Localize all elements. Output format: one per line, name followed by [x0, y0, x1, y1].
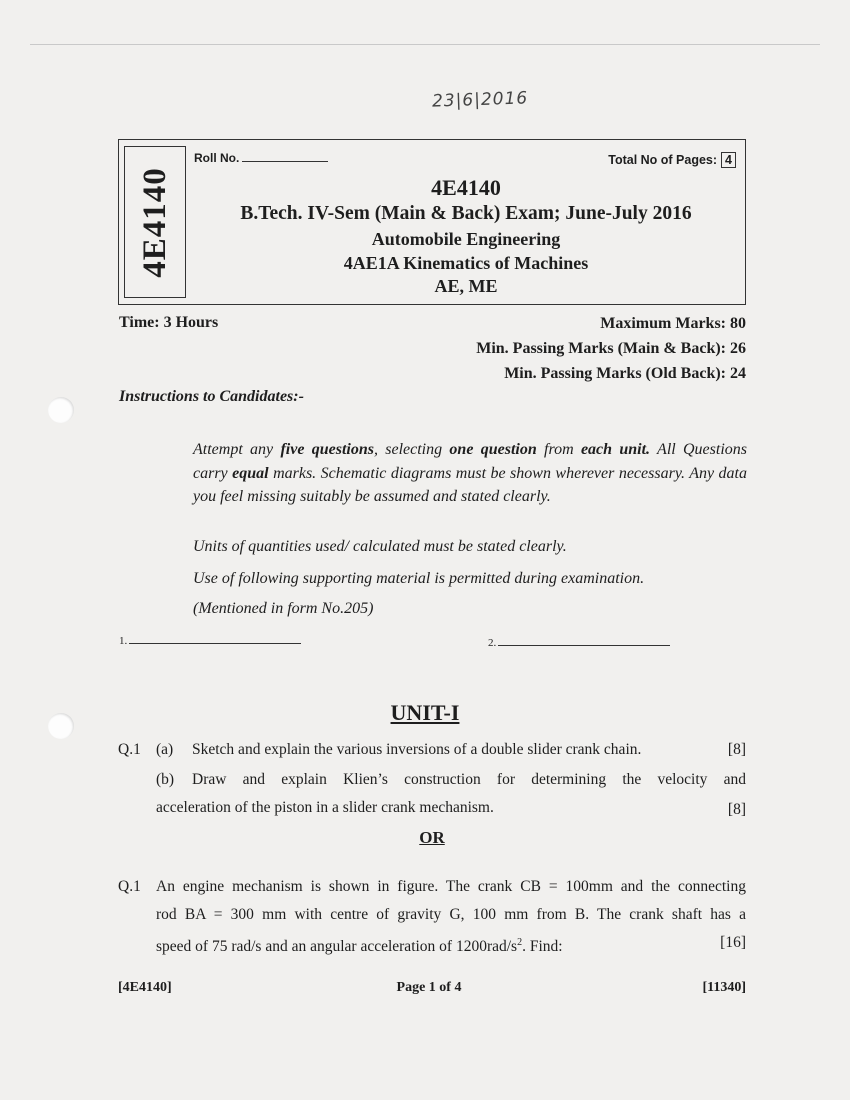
total-pages: [608, 152, 736, 168]
branch: Automobile Engineering: [371, 229, 561, 249]
top-edge-line: [30, 44, 820, 45]
instruction-units: Units of quantities used/ calculated must be stated clearly.: [193, 538, 567, 555]
min-passing-main: Min. Passing Marks (Main & Back): 26: [476, 340, 746, 357]
question-text: Sketch and explain the various inversions of a double slider crank chain.: [192, 741, 642, 758]
unit-heading: UNIT-I: [390, 700, 460, 725]
item-number: 1.: [119, 635, 128, 647]
instruction-form: (Mentioned in form No.205): [193, 600, 374, 617]
subpart-label: (b): [156, 771, 175, 788]
question-text: An engine mechanism is shown in figure. The crank CB = 100mm and the connecting: [156, 878, 746, 895]
instruction-emphasis: each unit.: [580, 441, 651, 458]
max-marks: Maximum Marks: 80: [600, 315, 746, 332]
instruction-text: , selecting: [373, 441, 450, 458]
marks: [16]: [720, 934, 746, 951]
instruction-emphasis: five questions: [280, 441, 374, 458]
question-number: Q.1: [118, 741, 141, 758]
instruction-emphasis: equal: [232, 464, 269, 482]
superscript: 2: [517, 937, 523, 948]
instruction-text: marks. Schematic diagrams must be shown wherever necessary. Any data you feel missing suitably be assumed and stated clearly.: [193, 464, 748, 505]
marks: [8]: [727, 801, 746, 818]
page-prefix: Page: [396, 980, 429, 995]
item-number: 2.: [488, 637, 497, 649]
question-text: Draw and explain Klien’s construction for determining the velocity and: [192, 771, 746, 788]
punch-hole: [48, 397, 74, 423]
question-text-line: [156, 929, 563, 961]
exam-time: Time: 3 Hours: [119, 314, 219, 331]
page-num: 1: [428, 980, 436, 995]
material-item-2: [488, 637, 670, 649]
blank-line: [129, 643, 301, 644]
instruction-paragraph: [193, 438, 747, 509]
exam-title: B.Tech. IV-Sem (Main & Back) Exam; June-July 2016: [240, 203, 692, 224]
min-passing-old: Min. Passing Marks (Old Back): 24: [504, 365, 746, 382]
page-suffix: of 4: [435, 980, 462, 995]
question-text: acceleration of the piston in a slider crank mechanism.: [156, 799, 494, 816]
paper-code: 4E4140: [431, 175, 501, 200]
vertical-paper-code: 4E4140: [136, 166, 173, 278]
roll-label: Roll No.: [194, 151, 240, 165]
total-pages-label: Total No of Pages:: [608, 153, 718, 167]
roll-number-field: [194, 151, 328, 165]
marks: [8]: [727, 741, 746, 758]
question-text: rod BA = 300 mm with centre of gravity G, 100 mm from B. The crank shaft has a: [156, 906, 746, 923]
question-text: speed of 75 rad/s and an angular acceleration of 1200rad/s: [156, 938, 518, 956]
streams: AE, ME: [434, 276, 498, 296]
instructions-heading: Instructions to Candidates:-: [119, 388, 304, 405]
instruction-material: Use of following supporting material is permitted during examination.: [193, 570, 645, 587]
roll-number-blank: [242, 151, 328, 162]
footer-paper-code: [4E4140]: [118, 980, 172, 995]
question-number: Q.1: [118, 878, 141, 895]
instruction-text: from: [536, 441, 581, 458]
or-separator: OR: [419, 828, 445, 847]
instruction-text: All Questions carry: [193, 441, 748, 482]
instruction-emphasis: one question: [449, 441, 537, 458]
material-item-1: [119, 635, 301, 647]
subpart-label: (a): [156, 741, 174, 758]
subject: 4AE1A Kinematics of Machines: [343, 253, 589, 273]
footer-serial: [11340]: [702, 980, 746, 995]
total-pages-value: 4: [721, 152, 736, 168]
vertical-code-box: [124, 146, 186, 298]
question-text: . Find:: [522, 938, 563, 956]
instruction-text: Attempt any: [193, 441, 281, 458]
handwritten-date: 23|6|2016: [431, 88, 529, 112]
blank-line: [498, 645, 670, 646]
